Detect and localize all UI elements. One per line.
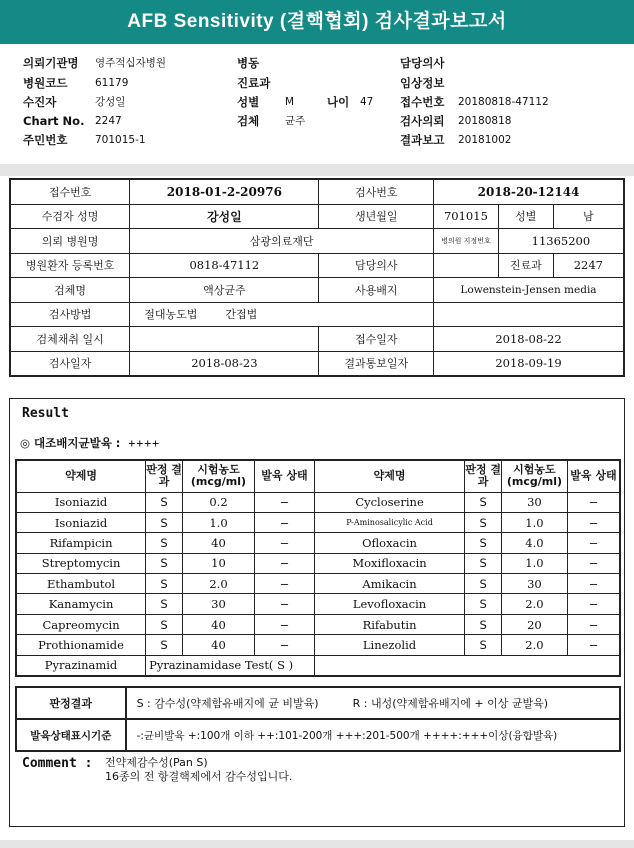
col-drug: 약제명 — [16, 460, 146, 492]
table-row — [10, 302, 624, 327]
drug-cell-c1: 40 — [183, 533, 255, 553]
drug-cell-c1: 30 — [183, 594, 255, 614]
drug-cell-c1: 10 — [183, 553, 255, 573]
notify-date: 2018-09-19 — [434, 351, 625, 376]
reg-no: 0818-47112 — [130, 253, 319, 278]
reg-no-label: 병원환자 등록번호 — [10, 253, 130, 278]
drug-cell-d1: Capreomycin — [16, 614, 146, 634]
drug-cell-j1: S — [146, 574, 183, 594]
doctor-value — [434, 253, 499, 278]
table-row — [10, 204, 624, 229]
drug-cell-j2: S — [465, 533, 502, 553]
drug-cell-g2: − — [567, 533, 620, 553]
drug-cell-d2: Levofloxacin — [314, 594, 464, 614]
drug-cell-c2: 4.0 — [501, 533, 567, 553]
drug-cell-g1: − — [254, 533, 314, 553]
drug-cell-d1: Isoniazid — [16, 492, 146, 512]
col-conc-2: 시험농도 (mcg/ml) — [501, 460, 567, 492]
growth-legend: -:균비발육 +:100개 이하 ++:101-200개 +++:201-500개 ++++:+++이상(융합발육) — [126, 719, 620, 751]
pza-value: Pyrazinamidase Test( S ) — [146, 655, 315, 676]
drug-cell-j1: S — [146, 512, 183, 532]
growth-legend-label: 발육상태표시기준 — [16, 719, 126, 751]
req-hospital-label: 의뢰 병원명 — [10, 229, 130, 254]
drug-cell-g1: − — [254, 635, 314, 655]
drug-cell-c2: 2.0 — [501, 594, 567, 614]
judge-legend-s: S : 감수성(약제함유배지에 균 비발육) — [136, 697, 319, 710]
drug-cell-g2: − — [567, 553, 620, 573]
drug-cell-c2: 30 — [501, 574, 567, 594]
test-no-label: 검사번호 — [319, 179, 434, 204]
col-judge-2: 판정 결과 — [465, 460, 502, 492]
table-row — [16, 553, 620, 573]
pza-empty — [314, 655, 620, 676]
method-indirect: 간접법 — [225, 308, 258, 322]
table-row — [10, 179, 624, 204]
method-value — [130, 302, 434, 327]
result-title: Result — [22, 406, 69, 421]
designated-no: 11365200 — [498, 229, 624, 254]
drug-cell-j2: S — [465, 512, 502, 532]
table-row — [16, 687, 620, 719]
drug-cell-g2: − — [567, 635, 620, 655]
drug-cell-g2: − — [567, 614, 620, 634]
table-row — [10, 278, 624, 303]
pza-label: Pyrazinamid — [16, 655, 146, 676]
report-title: AFB Sensitivity (결핵협회) 검사결과보고서 — [0, 0, 634, 44]
drug-cell-d2: Ofloxacin — [314, 533, 464, 553]
test-no: 2018-20-12144 — [434, 179, 625, 204]
drug-cell-c1: 2.0 — [183, 574, 255, 594]
drug-cell-g1: − — [254, 614, 314, 634]
col-growth: 발육 상태 — [254, 460, 314, 492]
judge-legend — [126, 687, 620, 719]
drug-cell-d2: Cycloserine — [314, 492, 464, 512]
drug-cell-j2: S — [465, 635, 502, 655]
table-row — [10, 327, 624, 352]
drug-cell-j1: S — [146, 594, 183, 614]
medium-value: Lowenstein-Jensen media — [434, 278, 625, 303]
method-label: 검사방법 — [10, 302, 130, 327]
drug-cell-c1: 1.0 — [183, 512, 255, 532]
drug-cell-d1: Kanamycin — [16, 594, 146, 614]
table-row — [16, 635, 620, 655]
table-row — [16, 574, 620, 594]
table-row — [10, 351, 624, 376]
dept-label: 진료과 — [498, 253, 553, 278]
comment-label: Comment : — [22, 756, 93, 771]
doctor-label: 담당의사 — [319, 253, 434, 278]
birth-label: 생년월일 — [319, 204, 434, 229]
drug-cell-j2: S — [465, 492, 502, 512]
notify-date-label: 결과통보일자 — [319, 351, 434, 376]
drug-cell-d1: Rifampicin — [16, 533, 146, 553]
control-growth-label: ◎ 대조배지균발육 : — [20, 436, 121, 450]
drug-cell-c2: 20 — [501, 614, 567, 634]
drug-cell-g1: − — [254, 492, 314, 512]
drug-cell-j1: S — [146, 614, 183, 634]
table-row — [16, 719, 620, 751]
table-row — [10, 229, 624, 254]
drug-cell-j1: S — [146, 533, 183, 553]
drug-cell-c1: 40 — [183, 635, 255, 655]
name-label: 수검자 성명 — [10, 204, 130, 229]
judge-legend-label: 판정결과 — [16, 687, 126, 719]
drug-cell-g2: − — [567, 492, 620, 512]
separator-band — [0, 164, 634, 176]
test-date: 2018-08-23 — [130, 351, 319, 376]
req-hospital: 삼광의료재단 — [130, 229, 434, 254]
control-growth — [20, 435, 160, 451]
medium-label: 사용배지 — [319, 278, 434, 303]
table-row — [16, 655, 620, 676]
sex-label: 성별 — [498, 204, 553, 229]
table-row — [16, 492, 620, 512]
drug-cell-j2: S — [465, 574, 502, 594]
drug-cell-c2: 1.0 — [501, 553, 567, 573]
sex-value: 남 — [553, 204, 624, 229]
method-absolute: 절대농도법 — [144, 308, 198, 322]
drug-cell-j1: S — [146, 553, 183, 573]
table-row — [16, 512, 620, 532]
comment-line-2: 16종의 전 항결핵제에서 감수성입니다. — [105, 770, 293, 783]
drug-cell-d1: Isoniazid — [16, 512, 146, 532]
drug-cell-g1: − — [254, 512, 314, 532]
receipt-no: 2018-01-2-20976 — [130, 179, 319, 204]
drug-cell-d2: Rifabutin — [314, 614, 464, 634]
birth-date: 701015 — [434, 204, 499, 229]
drug-cell-d2: Linezolid — [314, 635, 464, 655]
designated-no-label: 병의원 지정번호 — [434, 229, 499, 254]
collect-value — [130, 327, 319, 352]
patient-name: 강성일 — [130, 204, 319, 229]
legend-table — [15, 686, 621, 752]
info-table — [9, 178, 625, 377]
drug-cell-j2: S — [465, 594, 502, 614]
drug-cell-j2: S — [465, 553, 502, 573]
drug-table — [15, 459, 621, 677]
drug-cell-c2: 1.0 — [501, 512, 567, 532]
col-conc: 시험농도 (mcg/ml) — [183, 460, 255, 492]
drug-cell-d2: P-Aminosalicylic Acid — [314, 512, 464, 532]
receipt-no-label: 접수번호 — [10, 179, 130, 204]
drug-cell-g1: − — [254, 574, 314, 594]
col-drug-2: 약제명 — [314, 460, 464, 492]
dept-value: 2247 — [553, 253, 624, 278]
table-row — [10, 253, 624, 278]
drug-cell-c2: 30 — [501, 492, 567, 512]
drug-cell-c2: 2.0 — [501, 635, 567, 655]
collect-label: 검체채취 일시 — [10, 327, 130, 352]
receipt-date-label: 접수일자 — [319, 327, 434, 352]
comment-line-1: 전약제감수성(Pan S) — [105, 756, 208, 769]
drug-cell-c1: 0.2 — [183, 492, 255, 512]
drug-cell-c1: 40 — [183, 614, 255, 634]
drug-cell-g1: − — [254, 594, 314, 614]
specimen-value: 액상균주 — [130, 278, 319, 303]
drug-cell-d1: Prothionamide — [16, 635, 146, 655]
drug-cell-d2: Amikacin — [314, 574, 464, 594]
drug-cell-j2: S — [465, 614, 502, 634]
drug-cell-g2: − — [567, 594, 620, 614]
col-judge: 판정 결과 — [146, 460, 183, 492]
table-row — [16, 614, 620, 634]
drug-cell-d2: Moxifloxacin — [314, 553, 464, 573]
method-empty — [434, 302, 625, 327]
specimen-label: 검체명 — [10, 278, 130, 303]
footer-band — [0, 840, 634, 848]
drug-cell-j1: S — [146, 635, 183, 655]
drug-table-header — [16, 460, 620, 492]
col-growth-2: 발육 상태 — [567, 460, 620, 492]
drug-cell-d1: Ethambutol — [16, 574, 146, 594]
table-row — [16, 533, 620, 553]
test-date-label: 검사일자 — [10, 351, 130, 376]
drug-cell-g1: − — [254, 553, 314, 573]
receipt-date: 2018-08-22 — [434, 327, 625, 352]
drug-cell-d1: Streptomycin — [16, 553, 146, 573]
drug-cell-g2: − — [567, 512, 620, 532]
control-growth-value: ++++ — [128, 436, 161, 450]
drug-cell-g2: − — [567, 574, 620, 594]
drug-cell-j1: S — [146, 492, 183, 512]
drug-table-body — [16, 492, 620, 655]
judge-legend-r: R : 내성(약제함유배지에 + 이상 균발육) — [352, 697, 549, 710]
table-row — [16, 594, 620, 614]
